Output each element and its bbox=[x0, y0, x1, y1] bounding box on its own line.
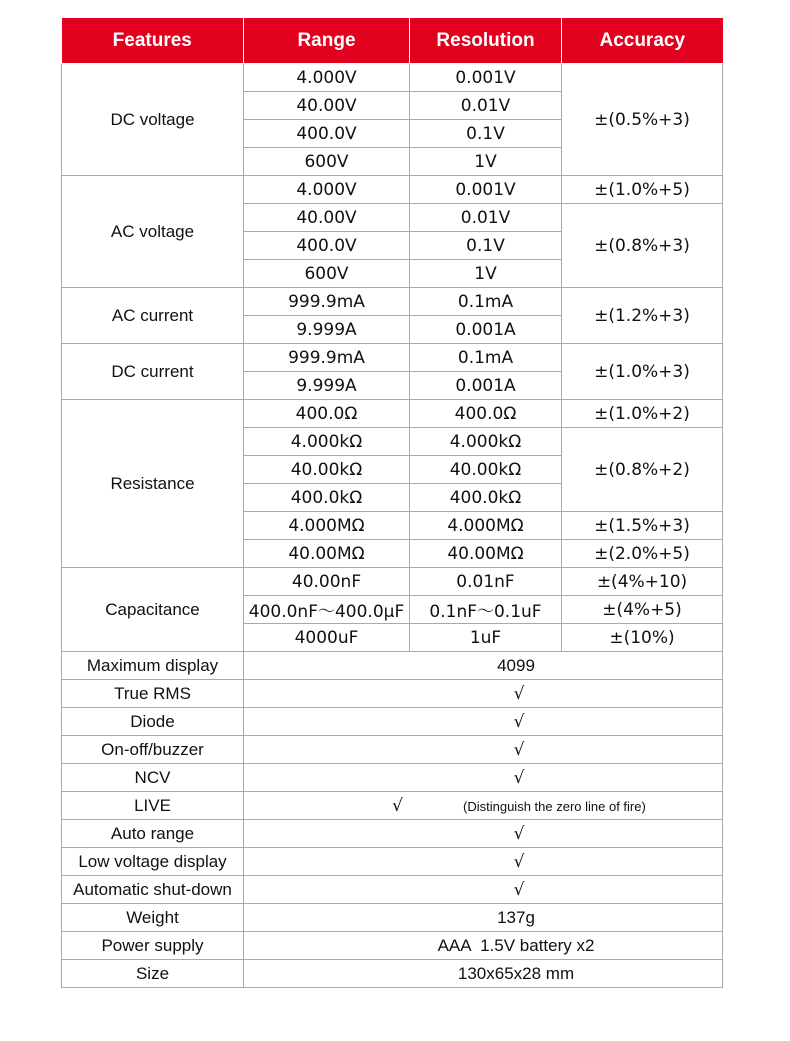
resolution-cell: 1V bbox=[410, 260, 562, 288]
live-note: (Distinguish the zero line of fire) bbox=[463, 798, 646, 814]
feature-ac-current: AC current bbox=[62, 288, 244, 344]
table-row bbox=[62, 960, 723, 988]
table-row bbox=[62, 792, 723, 820]
range-cell: 4000uF bbox=[244, 624, 410, 652]
spec-value: 4099 bbox=[497, 655, 535, 675]
resolution-cell: 0.01V bbox=[410, 204, 562, 232]
spec-value: 130x65x28 mm bbox=[457, 963, 575, 983]
check-mark: √ bbox=[513, 823, 525, 844]
table-row bbox=[62, 64, 723, 92]
table-row bbox=[62, 848, 723, 876]
feature-on-off-buzzer: On-off/buzzer bbox=[62, 736, 244, 764]
accuracy-cell: ±(4%+10) bbox=[562, 568, 723, 596]
accuracy-cell: ±(10%) bbox=[562, 624, 723, 652]
table-row bbox=[62, 708, 723, 736]
resolution-cell: 0.01nF bbox=[410, 568, 562, 596]
accuracy-cell: ±(1.0%+3) bbox=[562, 344, 723, 400]
resolution-cell: 40.00kΩ bbox=[410, 456, 562, 484]
resolution-cell: 4.000kΩ bbox=[410, 428, 562, 456]
feature-diode: Diode bbox=[62, 708, 244, 736]
table-row bbox=[62, 904, 723, 932]
accuracy-cell: ±(0.5%+3) bbox=[562, 64, 723, 176]
feature-true-rms: True RMS bbox=[62, 680, 244, 708]
range-cell: 9.999A bbox=[244, 372, 410, 400]
range-cell: 999.9mA bbox=[244, 288, 410, 316]
feature-ncv: NCV bbox=[62, 764, 244, 792]
check-mark: √ bbox=[513, 851, 525, 872]
accuracy-cell: ±(1.0%+2) bbox=[562, 400, 723, 428]
resolution-cell: 0.1mA bbox=[410, 288, 562, 316]
resolution-cell: 0.1V bbox=[410, 232, 562, 260]
check-mark: √ bbox=[392, 795, 404, 816]
feature-power-supply: Power supply bbox=[62, 932, 244, 960]
spec-value: 137g bbox=[497, 907, 535, 927]
table-row bbox=[62, 568, 723, 596]
table-row bbox=[62, 176, 723, 204]
table-row bbox=[62, 876, 723, 904]
table-row bbox=[62, 400, 723, 428]
check-mark: √ bbox=[513, 739, 525, 760]
range-cell: 600V bbox=[244, 260, 410, 288]
check-mark: √ bbox=[513, 767, 525, 788]
check-mark: √ bbox=[513, 711, 525, 732]
resolution-cell: 0.001A bbox=[410, 316, 562, 344]
accuracy-cell: ±(2.0%+5) bbox=[562, 540, 723, 568]
range-cell: 400.0kΩ bbox=[244, 484, 410, 512]
accuracy-cell: ±(0.8%+3) bbox=[562, 204, 723, 288]
table-row bbox=[62, 764, 723, 792]
resolution-cell: 0.001A bbox=[410, 372, 562, 400]
range-cell: 400.0V bbox=[244, 120, 410, 148]
table-row bbox=[62, 932, 723, 960]
resolution-cell: 400.0kΩ bbox=[410, 484, 562, 512]
range-cell: 40.00kΩ bbox=[244, 456, 410, 484]
range-cell: 400.0nF～400.0μF bbox=[244, 596, 410, 624]
resolution-cell: 40.00MΩ bbox=[410, 540, 562, 568]
range-cell: 4.000V bbox=[244, 176, 410, 204]
spec-value: AAA 1.5V battery x2 bbox=[437, 935, 595, 955]
check-mark: √ bbox=[513, 683, 525, 704]
range-cell: 40.00MΩ bbox=[244, 540, 410, 568]
accuracy-cell: ±(0.8%+2) bbox=[562, 428, 723, 512]
resolution-cell: 0.001V bbox=[410, 64, 562, 92]
feature-dc-voltage: DC voltage bbox=[62, 64, 244, 176]
resolution-cell: 400.0Ω bbox=[410, 400, 562, 428]
check-mark: √ bbox=[513, 879, 525, 900]
header-row bbox=[62, 18, 723, 64]
feature-auto-range: Auto range bbox=[62, 820, 244, 848]
spec-table bbox=[61, 18, 723, 988]
feature-resistance: Resistance bbox=[62, 400, 244, 568]
header-range: Range bbox=[244, 18, 410, 64]
feature-dc-current: DC current bbox=[62, 344, 244, 400]
range-cell: 9.999A bbox=[244, 316, 410, 344]
range-cell: 4.000V bbox=[244, 64, 410, 92]
range-cell: 400.0Ω bbox=[244, 400, 410, 428]
resolution-cell: 0.1V bbox=[410, 120, 562, 148]
table-row bbox=[62, 820, 723, 848]
range-cell: 40.00nF bbox=[244, 568, 410, 596]
table-row bbox=[62, 736, 723, 764]
feature-weight: Weight bbox=[62, 904, 244, 932]
table-row bbox=[62, 288, 723, 316]
table-row bbox=[62, 680, 723, 708]
header-features: Features bbox=[62, 18, 244, 64]
feature-maximum-display: Maximum display bbox=[62, 652, 244, 680]
table-row bbox=[62, 344, 723, 372]
range-cell: 400.0V bbox=[244, 232, 410, 260]
feature-automatic-shut-down: Automatic shut-down bbox=[62, 876, 244, 904]
resolution-cell: 1uF bbox=[410, 624, 562, 652]
resolution-cell: 0.1nF～0.1uF bbox=[410, 596, 562, 624]
header-accuracy: Accuracy bbox=[562, 18, 723, 64]
header-resolution: Resolution bbox=[410, 18, 562, 64]
feature-ac-voltage: AC voltage bbox=[62, 176, 244, 288]
range-cell: 40.00V bbox=[244, 92, 410, 120]
accuracy-cell: ±(4%+5) bbox=[562, 596, 723, 624]
accuracy-cell: ±(1.5%+3) bbox=[562, 512, 723, 540]
range-cell: 4.000kΩ bbox=[244, 428, 410, 456]
table-row bbox=[62, 652, 723, 680]
accuracy-cell: ±(1.0%+5) bbox=[562, 176, 723, 204]
range-cell: 600V bbox=[244, 148, 410, 176]
resolution-cell: 1V bbox=[410, 148, 562, 176]
feature-live: LIVE bbox=[62, 792, 244, 820]
range-cell: 999.9mA bbox=[244, 344, 410, 372]
feature-low-voltage-display: Low voltage display bbox=[62, 848, 244, 876]
resolution-cell: 0.001V bbox=[410, 176, 562, 204]
range-cell: 40.00V bbox=[244, 204, 410, 232]
resolution-cell: 4.000MΩ bbox=[410, 512, 562, 540]
feature-capacitance: Capacitance bbox=[62, 568, 244, 652]
accuracy-cell: ±(1.2%+3) bbox=[562, 288, 723, 344]
range-cell: 4.000MΩ bbox=[244, 512, 410, 540]
feature-size: Size bbox=[62, 960, 244, 988]
resolution-cell: 0.1mA bbox=[410, 344, 562, 372]
resolution-cell: 0.01V bbox=[410, 92, 562, 120]
